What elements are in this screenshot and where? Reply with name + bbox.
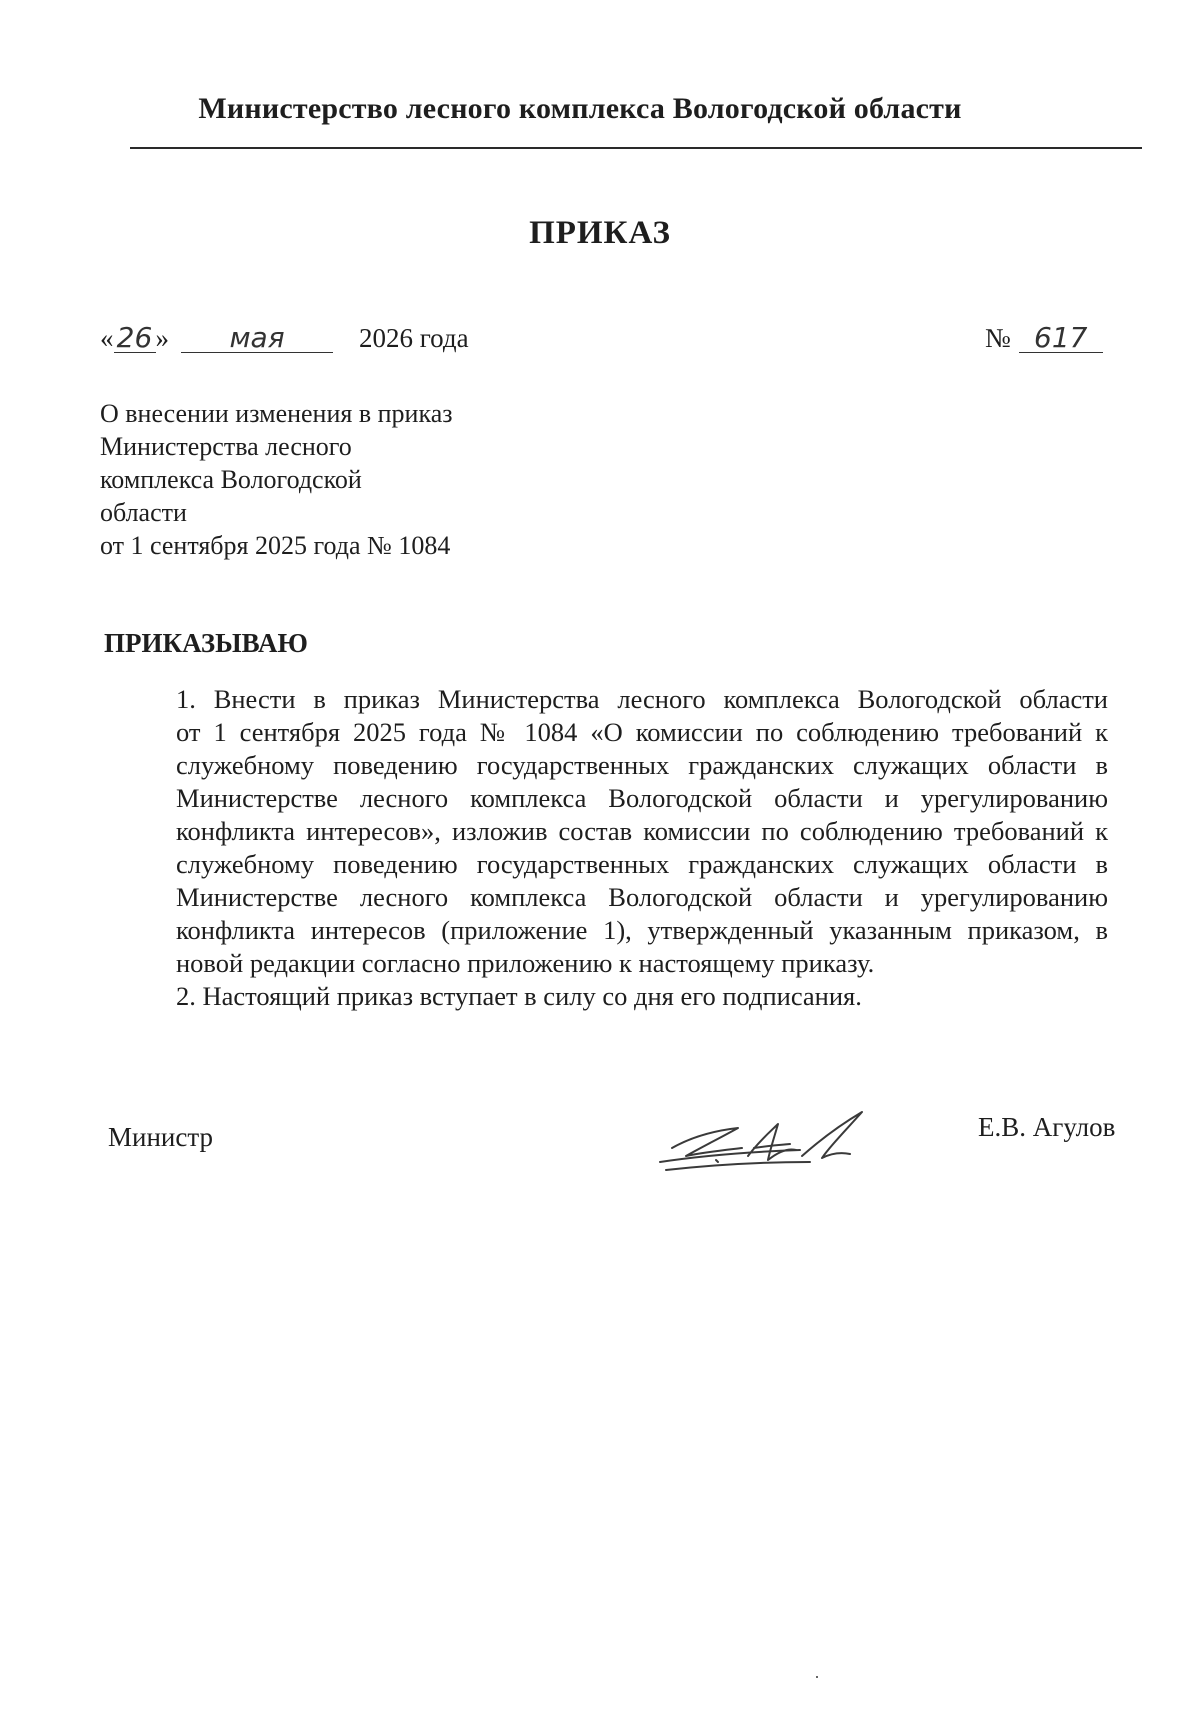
order-paragraph-2: 2. Настоящий приказ вступает в силу со дня его подписания.: [176, 981, 862, 1011]
scan-speck: [816, 1676, 818, 1678]
paragraph-line: конфликта интересов», изложив состав комиссии по соблюдению требований к: [176, 816, 1108, 846]
signer-position: Министр: [108, 1122, 213, 1152]
paragraph-line: служебному поведению государственных гражданских служащих области в: [176, 849, 1108, 879]
paragraph-line: Министерстве лесного комплекса Вологодской области и урегулированию: [176, 882, 1108, 912]
paragraph-line: Министерстве лесного комплекса Вологодской области и урегулированию: [176, 783, 1108, 813]
subject-line: комплекса Вологодской: [100, 465, 362, 494]
signer-name: Е.В. Агулов: [978, 1112, 1116, 1142]
paragraph-line: служебному поведению государственных гражданских служащих области в: [176, 750, 1108, 780]
date-close-quote: »: [155, 323, 169, 353]
subject-line: от 1 сентября 2025 года № 1084: [100, 531, 451, 560]
date-month-handwritten: мая: [181, 324, 333, 353]
ministry-heading: Министерство лесного комплекса Вологодской области: [198, 92, 962, 125]
date-year: 2026 года: [359, 323, 469, 353]
date-day-handwritten: 26: [114, 324, 156, 353]
order-directive-heading: ПРИКАЗЫВАЮ: [104, 628, 308, 658]
order-body: [108, 683, 1108, 1013]
paragraph-line: от 1 сентября 2025 года № 1084 «О комиссии по соблюдению требований к: [176, 717, 1108, 747]
subject-line: области: [100, 498, 187, 527]
order-number-handwritten: 617: [1019, 324, 1103, 353]
header-divider: [130, 147, 1142, 149]
subject-line: Министерства лесного: [100, 432, 352, 461]
subject-line: О внесении изменения в приказ: [100, 399, 453, 428]
date-open-quote: «: [100, 323, 114, 353]
signature-block: [0, 1090, 1200, 1190]
number-sign: №: [985, 323, 1011, 353]
paragraph-line: 1. Внести в приказ Министерства лесного комплекса Вологодской области: [176, 684, 1108, 714]
document-type-title: ПРИКАЗ: [529, 215, 671, 251]
paragraph-line: конфликта интересов (приложение 1), утвержденный указанным приказом, в: [176, 915, 1108, 945]
order-subject: [100, 397, 500, 562]
order-number: [985, 323, 1103, 354]
handwritten-signature: [650, 1090, 910, 1190]
paragraph-line: новой редакции согласно приложению к настоящему приказу.: [176, 948, 875, 978]
order-date: [100, 323, 469, 354]
order-paragraph-1: [108, 683, 1108, 980]
